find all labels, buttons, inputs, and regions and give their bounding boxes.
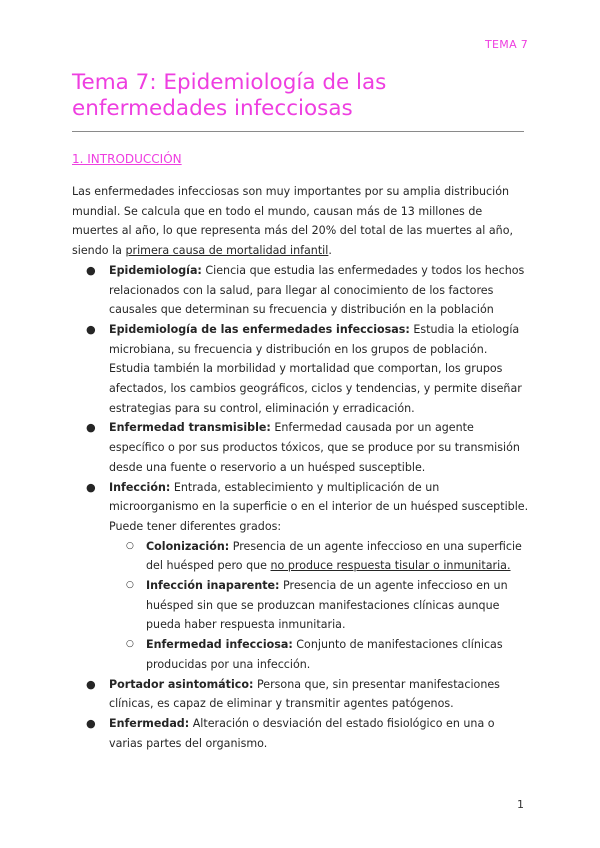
list-item [72,261,530,320]
term-text: Ciencia que estudia las enfermedades y todos los hechos relacionados con la salud, para llegar al conocimiento de los factores causales que determinan su frecuencia y distribución en la población [109,263,525,317]
list-item [72,714,530,753]
sub-list-item [109,576,530,635]
sub-bullet-icon: ○ [126,639,134,650]
term-label: Enfermedad: [109,716,190,730]
header-tag: TEMA 7 [485,38,528,51]
bullet-icon: ● [86,421,96,435]
term-text: Alteración o desviación del estado fisiológico en una o varias partes del organismo. [109,716,495,750]
sub-bullet-icon: ○ [126,540,134,551]
term-label: Epidemiología de las enfermedades infecciosas: [109,322,410,336]
sub-list-item [109,537,530,576]
term-label: Colonización: [146,539,230,553]
section-heading: 1. INTRODUCCIÓN [72,152,182,166]
term-label: Enfermedad infecciosa: [146,638,293,652]
term-label: Infección inaparente: [146,579,280,593]
bullet-icon: ● [86,677,96,691]
term-text: Estudia la etiología microbiana, su frecuencia y distribución en los grupos de población. Estudia también la morbilidad y mortalidad que comportan, los grupos afectados, los cambios geográficos, ciclos y tendencias, y permite diseñar estrategias para su control, eliminación y erradicación. [109,322,522,415]
term-text: Entrada, establecimiento y multiplicación de un microorganismo en la superficie o en el interior de un huésped susceptible. Puede tener diferentes grados: [109,480,529,533]
bullet-icon: ● [86,322,96,336]
term-label: Infección: [109,480,171,494]
list-item [72,675,530,714]
intro-paragraph [72,182,530,261]
term-label: Portador asintomático: [109,677,254,691]
title-divider [72,131,524,132]
sub-bullet-icon: ○ [126,580,134,591]
term-underlined-text: no produce respuesta tisular o inmunitaria. [270,559,511,573]
intro-text: Las enfermedades infecciosas son muy importantes por su amplia distribución mundial. Se calcula que en todo el mundo, causan más de 13 millones de muertes al año, lo que representa más del 20% del total de las muertes al año, siendo la [72,185,514,258]
bullet-icon: ● [86,480,96,494]
list-item [72,320,530,419]
definition-list [72,261,530,754]
list-item [72,478,530,675]
bullet-icon: ● [86,263,96,277]
term-text: Persona que, sin presentar manifestaciones clínicas, es capaz de eliminar y transmitir agentes patógenos. [109,677,500,711]
list-item [72,418,530,477]
sub-list [109,537,530,675]
bullet-icon: ● [86,716,96,730]
term-label: Epidemiología: [109,263,202,277]
page-number: 1 [517,798,524,811]
term-text: Enfermedad causada por un agente específico o por sus productos tóxicos, que se produce por su transmisión desde una fuente o reservorio a un huésped susceptible. [109,421,520,474]
term-text: Conjunto de manifestaciones clínicas producidas por una infección. [146,638,503,671]
term-text: Presencia de un agente infeccioso en un huésped sin que se produzcan manifestaciones clínicas aunque pueda haber respuesta inmunitaria. [146,579,508,632]
sub-list-item [109,635,530,674]
intro-text-end: . [328,244,332,258]
document-title: Tema 7: Epidemiología de las enfermedades infecciosas [72,70,387,121]
intro-underlined-text: primera causa de mortalidad infantil [125,244,329,258]
term-label: Enfermedad transmisible: [109,421,271,435]
content-body [72,182,530,753]
term-text: Presencia de un agente infeccioso en una superficie del huésped pero que [146,539,522,573]
